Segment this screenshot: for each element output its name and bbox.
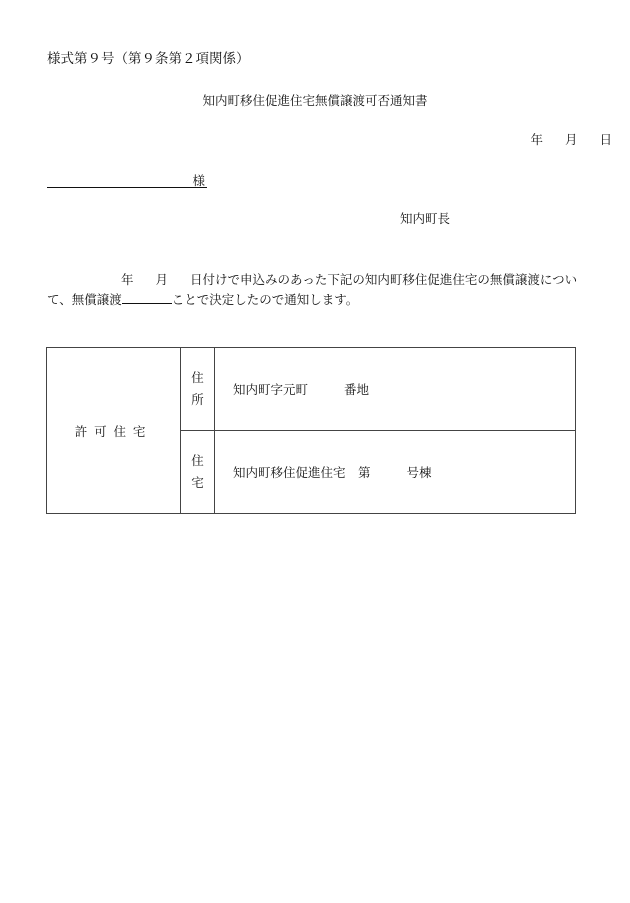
row-label	[181, 348, 215, 431]
body-year: 年	[121, 272, 134, 287]
row-label-top: 住	[191, 370, 204, 385]
permit-header: 許可住宅	[47, 348, 181, 514]
body-month: 月	[155, 272, 169, 287]
body-line2-suffix: ことで決定したので通知します。	[171, 292, 359, 307]
body-line-1	[47, 270, 577, 288]
form-number: 様式第９号（第９条第２項関係）	[47, 51, 250, 67]
address-value	[215, 348, 576, 431]
date-month: 月	[564, 132, 578, 147]
row-label-bottom: 所	[191, 392, 204, 407]
sender-name: 知内町長	[400, 211, 451, 226]
table-row	[47, 348, 576, 431]
housing-suffix: 号棟	[406, 465, 432, 480]
row-label-top: 住	[191, 453, 204, 468]
blank-underline	[122, 291, 172, 304]
housing-prefix: 知内町移住促進住宅 第	[233, 465, 371, 480]
housing-value	[215, 431, 576, 514]
address-prefix: 知内町字元町	[233, 382, 309, 397]
date-line	[530, 130, 612, 148]
row-label	[181, 431, 215, 514]
body-line-2	[47, 290, 358, 308]
row-label-bottom: 宅	[191, 475, 204, 490]
body-line2-prefix: て、無償譲渡	[47, 292, 122, 307]
date-day: 日	[599, 132, 612, 147]
addressee-line	[47, 171, 207, 188]
address-suffix: 番地	[344, 382, 370, 397]
date-year: 年	[530, 132, 543, 147]
document-title: 知内町移住促進住宅無償譲渡可否通知書	[202, 93, 428, 108]
addressee-suffix: 様	[192, 173, 205, 188]
permit-table	[46, 347, 576, 514]
body-line1-text: 日付けで申込みのあった下記の知内町移住促進住宅の無償譲渡につい	[190, 272, 578, 287]
